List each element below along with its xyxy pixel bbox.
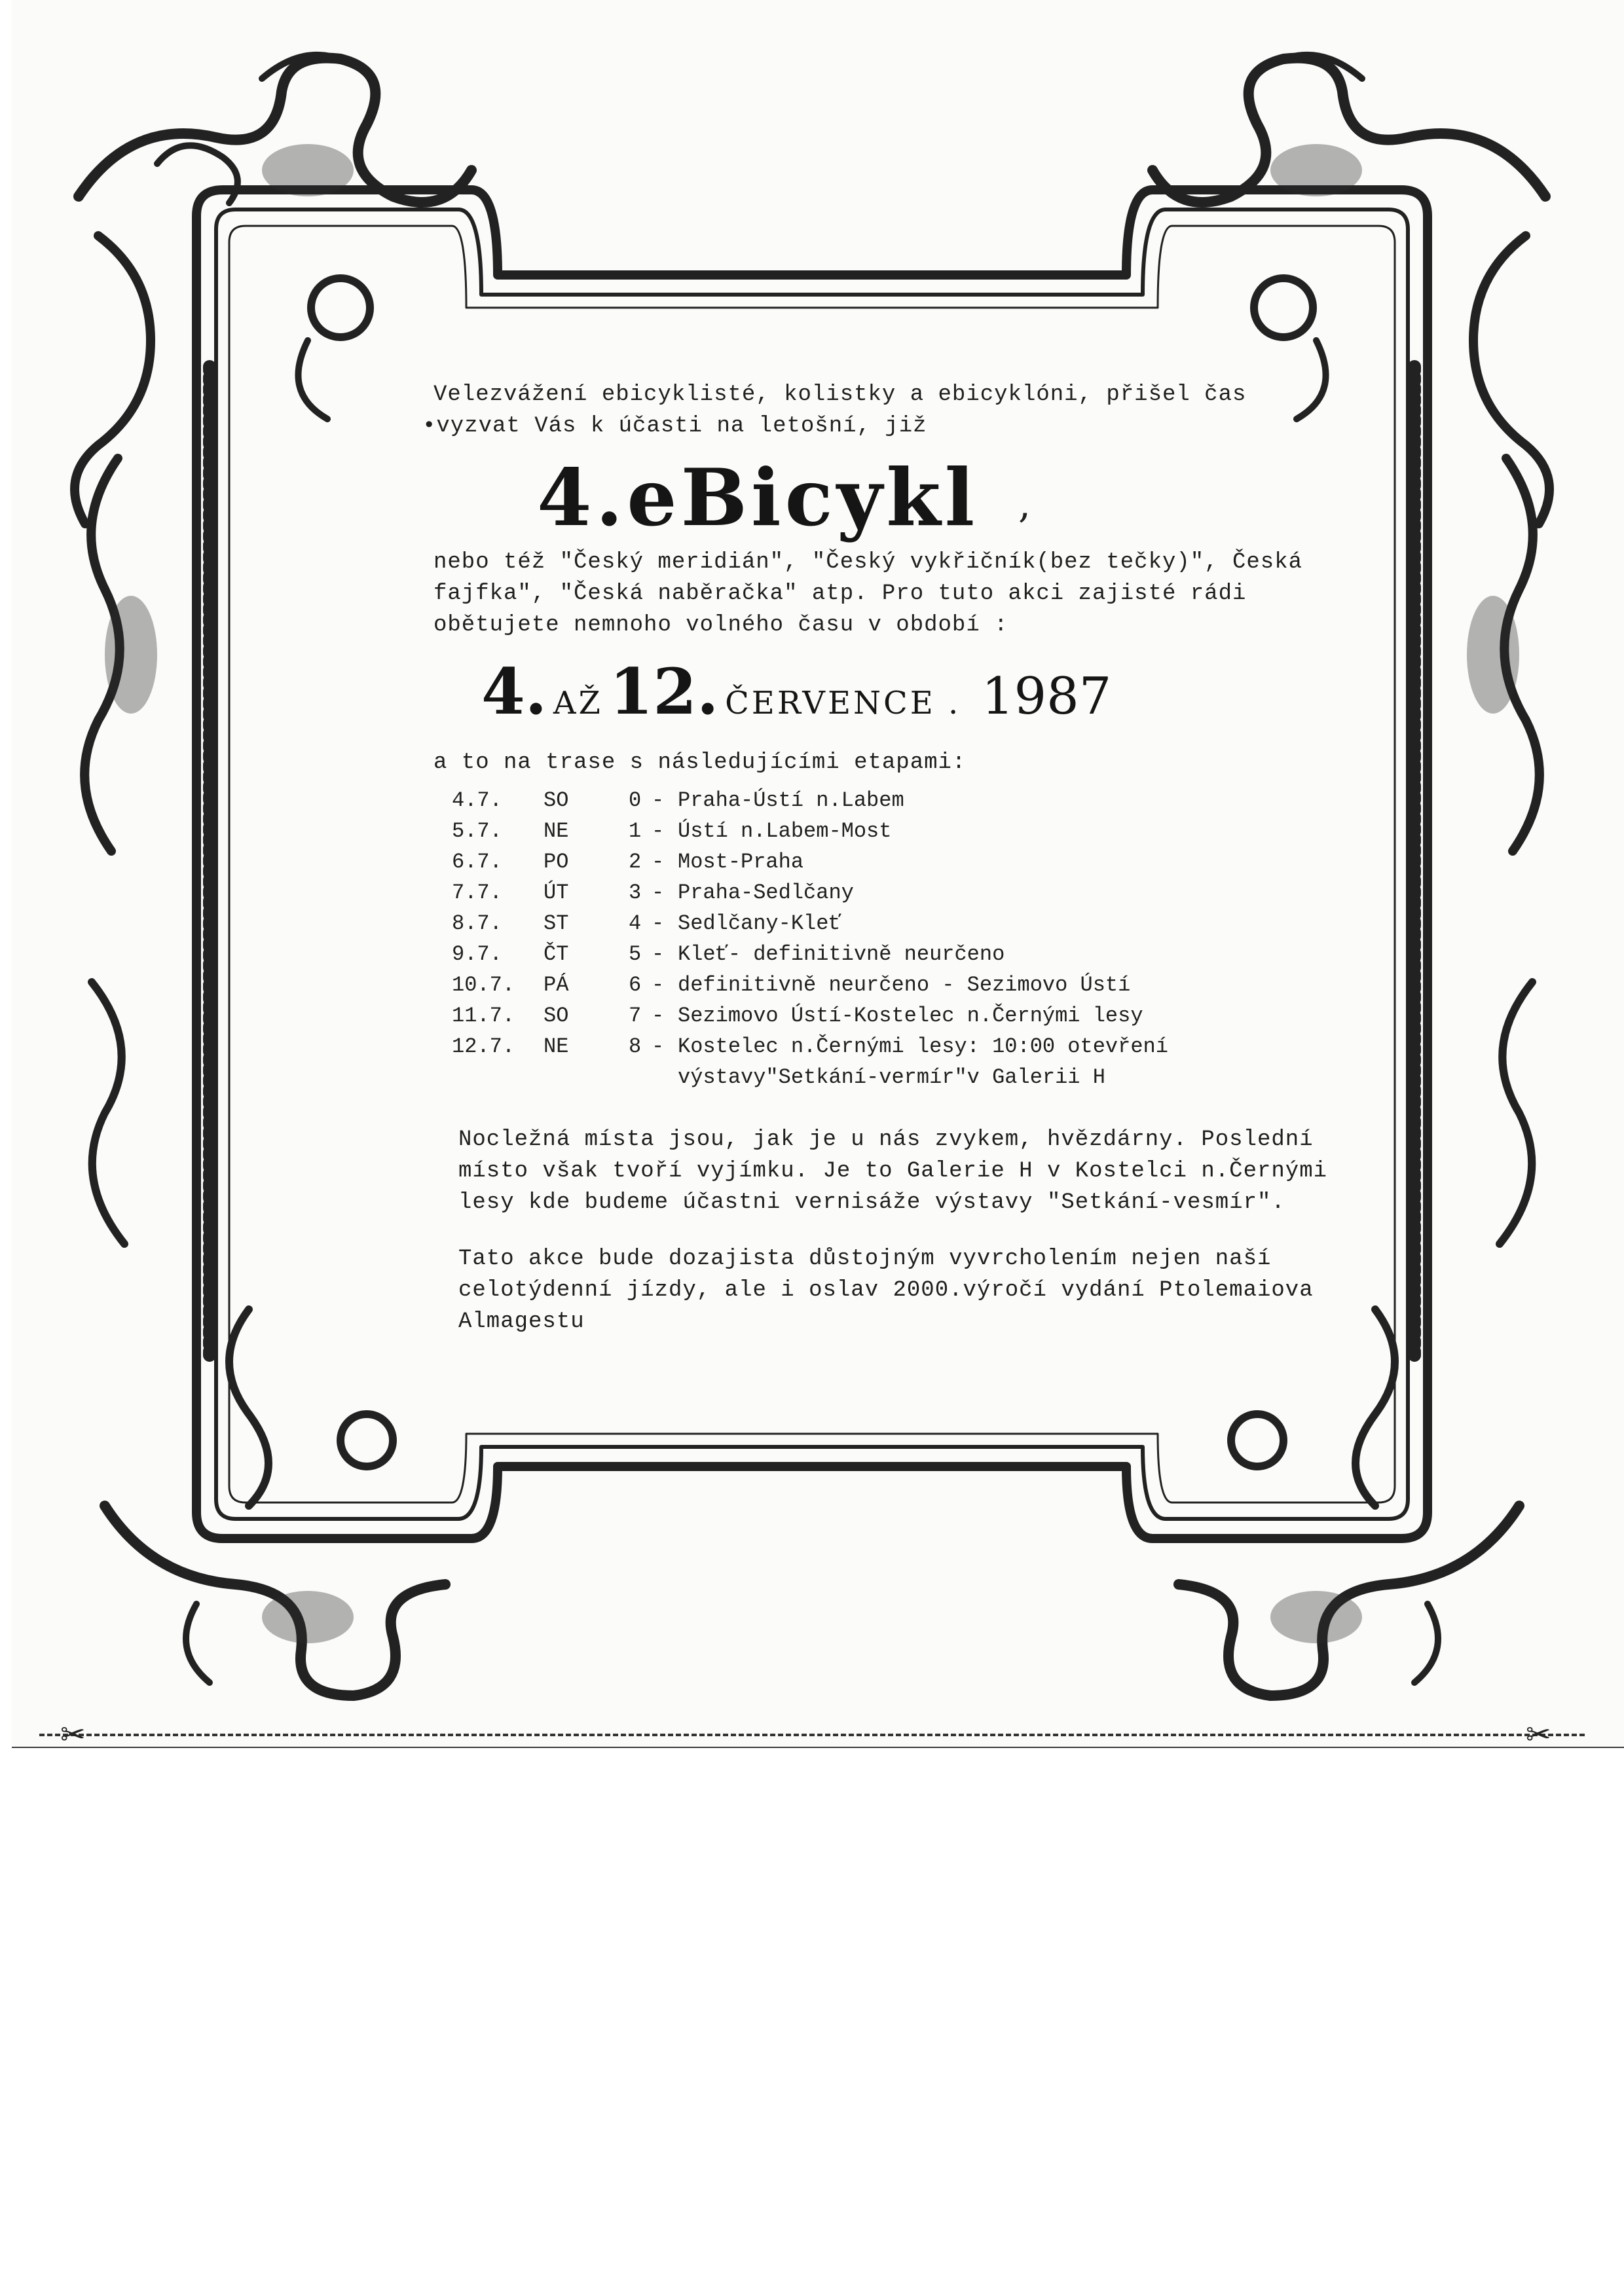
stage-day: ST — [544, 911, 569, 936]
date-start: 4. — [481, 655, 547, 729]
stage-row — [452, 939, 1238, 970]
stage-number: 8 — [629, 1034, 642, 1059]
stage-date: 6.7. — [452, 850, 502, 874]
stage-date: 10.7. — [452, 973, 515, 997]
stage-dash: - — [652, 1004, 665, 1028]
stage-date: 7.7. — [452, 881, 502, 905]
paragraph-1-line-3: lesy kde budeme účastni vernisáže výstavy "Setkání-vesmír". — [458, 1190, 1285, 1215]
stage-date: 8.7. — [452, 911, 502, 936]
stage-date: 5.7. — [452, 819, 502, 843]
stage-day: PÁ — [544, 973, 569, 997]
date-until: AŽ — [553, 685, 603, 721]
paragraph-2-line-1: Tato akce bude dozajista důstojným vyvrcholením nejen naší — [458, 1247, 1272, 1271]
stage-row — [452, 909, 1238, 939]
stage-number: 2 — [629, 850, 642, 874]
paragraph-2-line-2: celotýdenní jízdy, ale i oslav 2000.výročí vydání Ptolemaiova — [458, 1278, 1314, 1303]
stage-dash: - — [652, 819, 665, 843]
aliases-line-3: obětujete nemnoho volného času v období : — [434, 613, 1008, 638]
stage-day: ČT — [544, 942, 569, 966]
cut-line — [39, 1734, 1585, 1736]
stage-route: Most-Praha — [678, 850, 804, 874]
aliases-line-1: nebo též "Český meridián", "Český vykřičník(bez tečky)", Česká — [434, 550, 1303, 575]
stage-date: 4.7. — [452, 788, 502, 812]
paragraph-1-line-1: Nocležná místa jsou, jak je u nás zvykem, hvězdárny. Poslední — [458, 1127, 1314, 1152]
lower-sheet — [0, 1748, 1624, 2296]
stage-date: 9.7. — [452, 942, 502, 966]
stage-row — [452, 878, 1238, 909]
stage-route: Kleť- definitivně neurčeno — [678, 942, 1005, 966]
stage-dash: - — [652, 942, 665, 966]
stage-number: 1 — [629, 819, 642, 843]
stage-day: SO — [544, 1004, 569, 1028]
stage-route: definitivně neurčeno - Sezimovo Ústí — [678, 973, 1131, 997]
stage-row — [452, 816, 1238, 847]
paragraph-2-line-3: Almagestu — [458, 1309, 585, 1334]
stage-number: 5 — [629, 942, 642, 966]
stage-route: Praha-Ústí n.Labem — [678, 788, 904, 812]
stage-route: Sedlčany-Kleť — [678, 911, 841, 936]
stage-dash: - — [652, 850, 665, 874]
stage-number: 6 — [629, 973, 642, 997]
stage-day: PO — [544, 850, 569, 874]
stage-route: Sezimovo Ústí-Kostelec n.Černými lesy — [678, 1004, 1143, 1028]
stage-dash: - — [652, 1034, 665, 1059]
aliases-line-2: fajfka", "Česká naběračka" atp. Pro tuto akci zajisté rádi — [434, 581, 1247, 606]
stage-row — [452, 786, 1238, 816]
stage-dash: - — [652, 911, 665, 936]
paragraph-1-line-2: místo však tvoří vyjímku. Je to Galerie H v Kostelci n.Černými — [458, 1159, 1328, 1184]
stage-number: 4 — [629, 911, 642, 936]
event-dates — [481, 655, 1111, 733]
title-comma: , — [1018, 481, 1031, 527]
stage-day: NE — [544, 1034, 569, 1059]
date-end: 12. — [609, 655, 719, 729]
stage-row — [452, 1032, 1238, 1063]
stage-date: 11.7. — [452, 1004, 515, 1028]
stage-route: Ústí n.Labem-Most — [678, 819, 892, 843]
stage-row — [452, 1001, 1238, 1032]
event-title: 4.eBicykl — [537, 452, 979, 544]
stage-date: 12.7. — [452, 1034, 515, 1059]
stage-dash: - — [652, 973, 665, 997]
route-intro: a to na trase s následujícími etapami: — [434, 750, 967, 775]
stage-route-continuation: výstavy"Setkání-vermír"v Galerii H — [678, 1065, 1105, 1089]
scissors-icon: ✂ — [60, 1717, 86, 1752]
stage-route: Kostelec n.Černými lesy: 10:00 otevření — [678, 1034, 1168, 1059]
stage-number: 7 — [629, 1004, 642, 1028]
stage-dash: - — [652, 881, 665, 905]
stage-row — [452, 970, 1238, 1001]
stage-day: ÚT — [544, 881, 569, 905]
stage-number: 3 — [629, 881, 642, 905]
stage-number: 0 — [629, 788, 642, 812]
date-year: 1987 — [981, 667, 1112, 726]
stage-row-continuation — [452, 1063, 1238, 1093]
intro-line-2: •vyzvat Vás k účasti na letošní, již — [422, 414, 927, 439]
intro-line-1: Velezvážení ebicyklisté, kolistky a ebicyklóni, přišel čas — [434, 382, 1247, 407]
stage-day: NE — [544, 819, 569, 843]
stage-row — [452, 847, 1238, 878]
scissors-icon: ✂ — [1526, 1717, 1551, 1752]
stage-route: Praha-Sedlčany — [678, 881, 854, 905]
date-month: ČERVENCE . — [725, 685, 961, 721]
stage-schedule — [452, 786, 1238, 1093]
stage-dash: - — [652, 788, 665, 812]
stage-day: SO — [544, 788, 569, 812]
